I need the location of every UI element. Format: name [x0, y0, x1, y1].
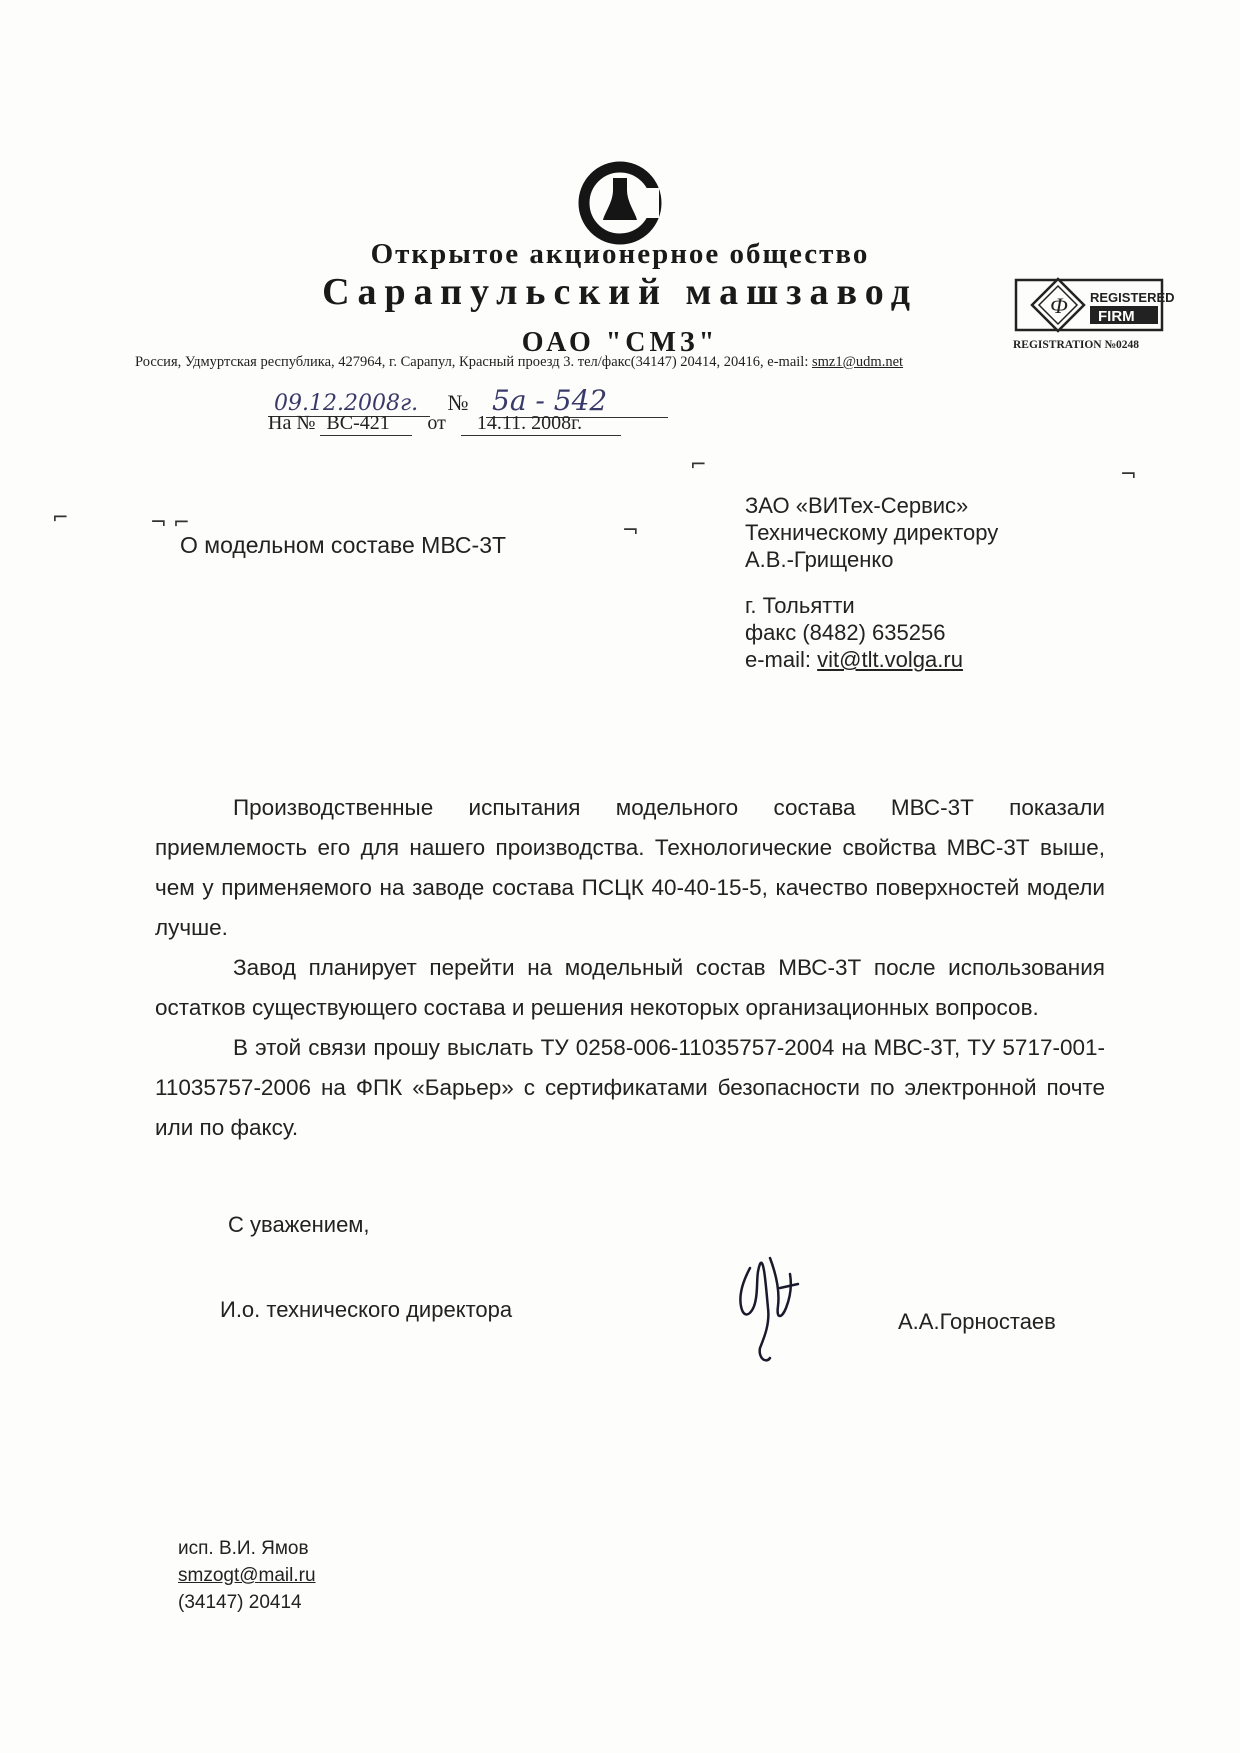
body-paragraph: Завод планирует перейти на модельный состав МВС-3Т после использования остатков существующего состава и решения некоторых организационных вопросов. [155, 955, 1105, 1020]
org-type: Открытое акционерное общество [370, 238, 870, 270]
recipient-contacts [745, 592, 963, 673]
recipient-position: Техническому директору [745, 520, 999, 545]
svg-text:FIRM: FIRM [1098, 308, 1135, 325]
executor-email-link[interactable]: smzogt@mail.ru [178, 1565, 316, 1586]
executor-block [178, 1535, 316, 1616]
number-sign: № [447, 390, 469, 415]
recipient-email-row [745, 646, 963, 673]
recipient-city: г. Тольятти [745, 593, 855, 618]
executor-phone: (34147) 20414 [178, 1592, 302, 1613]
org-short-name: ОАО "СМЗ" [521, 327, 719, 358]
svg-text:Ф: Ф [1050, 293, 1068, 318]
reply-from-label: от [427, 412, 446, 434]
company-address [135, 354, 903, 371]
recipient-fax: факс (8482) 635256 [745, 620, 946, 645]
letter-subject: О модельном составе МВС-3Т [180, 532, 507, 558]
recipient-name: А.В.-Грищенко [745, 547, 894, 572]
company-logo-icon [577, 160, 663, 246]
org-name: Сарапульский машзавод [322, 271, 918, 313]
executor-name: исп. В.И. Ямов [178, 1538, 309, 1559]
reply-number: ВС-421 [320, 412, 412, 436]
recipient-company: ЗАО «ВИТех-Сервис» [745, 493, 969, 518]
body-paragraph: В этой связи прошу выслать ТУ 0258-006-11035757-2004 на МВС-3Т, ТУ 5717-001-11035757-2006 на ФПК «Барьер» с сертификатами безопасности по электронной почте или по факсу. [155, 1035, 1105, 1140]
company-email-link[interactable]: smz1@udm.net [811, 354, 904, 370]
registered-firm-icon [1014, 276, 1175, 334]
closing-regards: С уважением, [228, 1212, 370, 1237]
svg-text:REGISTERED: REGISTERED [1090, 290, 1175, 305]
bracket-mark: ¬ [1120, 462, 1137, 486]
bracket-mark: ¬ ⌐ [150, 510, 190, 534]
reply-date: 14.11. 2008г. [461, 412, 621, 436]
body-paragraph: Производственные испытания модельного состава МВС-3Т показали приемлемость его для нашего производства. Технологические свойства МВС-3Т выше, чем у применяемого на заводе состава ПСЦК 40-40-15-5, качество поверхностей модели лучше. [155, 795, 1105, 940]
registration-number: REGISTRATION №0248 [1013, 339, 1140, 351]
reply-reference [268, 412, 621, 436]
signer-name: А.А.Горностаев [898, 1309, 1056, 1334]
outgoing-number: 5а - 542 [486, 384, 668, 418]
reply-label: На № [268, 412, 316, 434]
signer-position: И.о. технического директора [220, 1297, 513, 1322]
bracket-mark: ⌐ [52, 505, 69, 529]
address-text: Россия, Удмуртская республика, 427964, г. Сарапул, Красный проезд 3. тел/факс(34147) 20414, 20416, e-mail: [135, 354, 812, 370]
bracket-mark: ⌐ [690, 452, 707, 476]
recipient-block [745, 492, 998, 573]
signature [720, 1228, 820, 1378]
recipient-email-link[interactable]: vit@tlt.volga.ru [817, 647, 963, 672]
bracket-mark: ¬ [622, 518, 639, 542]
letter-body [155, 788, 1105, 1148]
outgoing-date: 09.12.2008г. [268, 391, 430, 417]
email-label: e-mail: [745, 647, 818, 672]
